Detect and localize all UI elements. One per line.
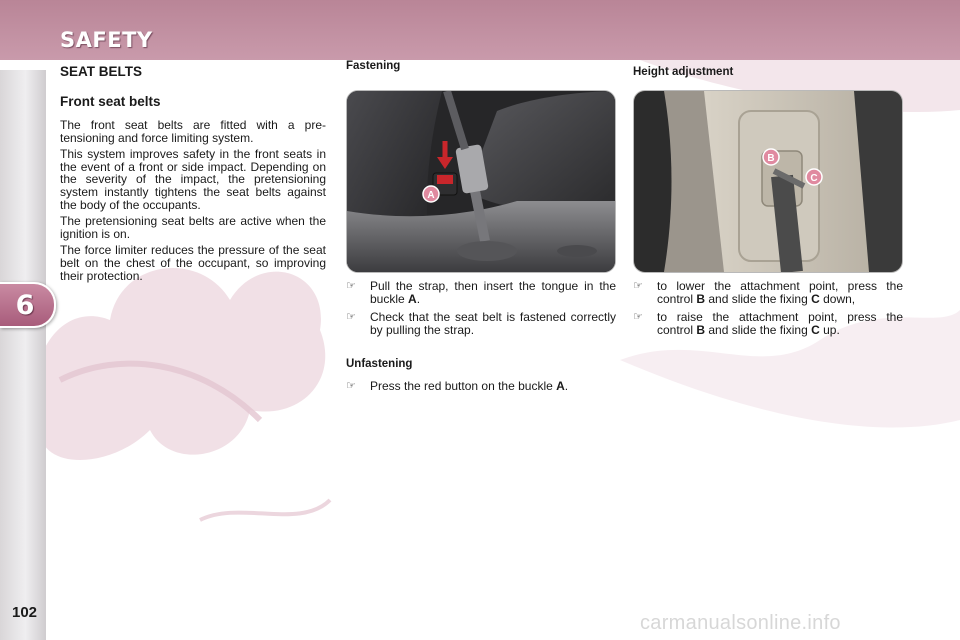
pointing-hand-icon: ☞ [633, 311, 643, 324]
pointing-hand-icon: ☞ [346, 280, 356, 292]
callout-b-label: B [767, 153, 775, 164]
chapter-tab[interactable] [0, 282, 56, 328]
page-number: 102 [12, 604, 38, 621]
height-adjustment-column [633, 66, 903, 78]
intro-column [60, 64, 326, 286]
fastening-steps [346, 280, 616, 342]
fastening-heading: Fastening [346, 60, 401, 72]
intro-paragraph: The pretensioning seat belts are active when the ignition is on. [60, 214, 326, 241]
fastening-column [346, 60, 616, 72]
pointing-hand-icon: ☞ [346, 380, 356, 392]
unfastening-steps [346, 380, 616, 399]
watermark: carmanualsonline.info [640, 612, 841, 634]
list-item: ☞ Press the red button on the buckle A. [346, 379, 569, 393]
list-item: ☞ to raise the attachment point, press the control B and slide the fixing C up. [633, 310, 903, 337]
height-adjustment-heading: Height adjustment [633, 66, 734, 78]
section-title: SAFETY [60, 28, 153, 52]
intro-paragraph: The force limiter reduces the pressure of the seat belt on the chest of the occupant, so improving their protection. [60, 243, 326, 283]
intro-paragraph: This system improves safety in the front seats in the event of a front or side impact. Depending on the severity of the impact, the pretensioning system instantly tightens the seat belts against the body of the occupants. [60, 147, 326, 212]
side-strip [0, 70, 46, 640]
callout-a-label: A [427, 190, 435, 201]
subsection-heading: Front seat belts [60, 94, 161, 109]
callout-c-label: C [810, 173, 818, 184]
buckle-photo [346, 90, 616, 273]
pointing-hand-icon: ☞ [633, 280, 643, 292]
pointing-hand-icon: ☞ [346, 311, 356, 324]
list-item: ☞ Check that the seat belt is fastened correctly by pulling the strap. [346, 310, 616, 337]
list-item: ☞ to lower the attachment point, press the control B and slide the fixing C down, [633, 279, 903, 306]
unfastening-heading: Unfastening [346, 358, 413, 370]
section-heading: SEAT BELTS [60, 64, 143, 79]
chapter-number: 6 [15, 289, 35, 321]
intro-paragraph: The front seat belts are fitted with a pre-tensioning and force limiting system. [60, 118, 326, 145]
list-item: ☞ Pull the strap, then insert the tongue in the buckle A. [346, 279, 616, 306]
height-adjustment-steps [633, 280, 903, 342]
unfastening-section [346, 358, 412, 370]
height-adjuster-photo [633, 90, 903, 273]
